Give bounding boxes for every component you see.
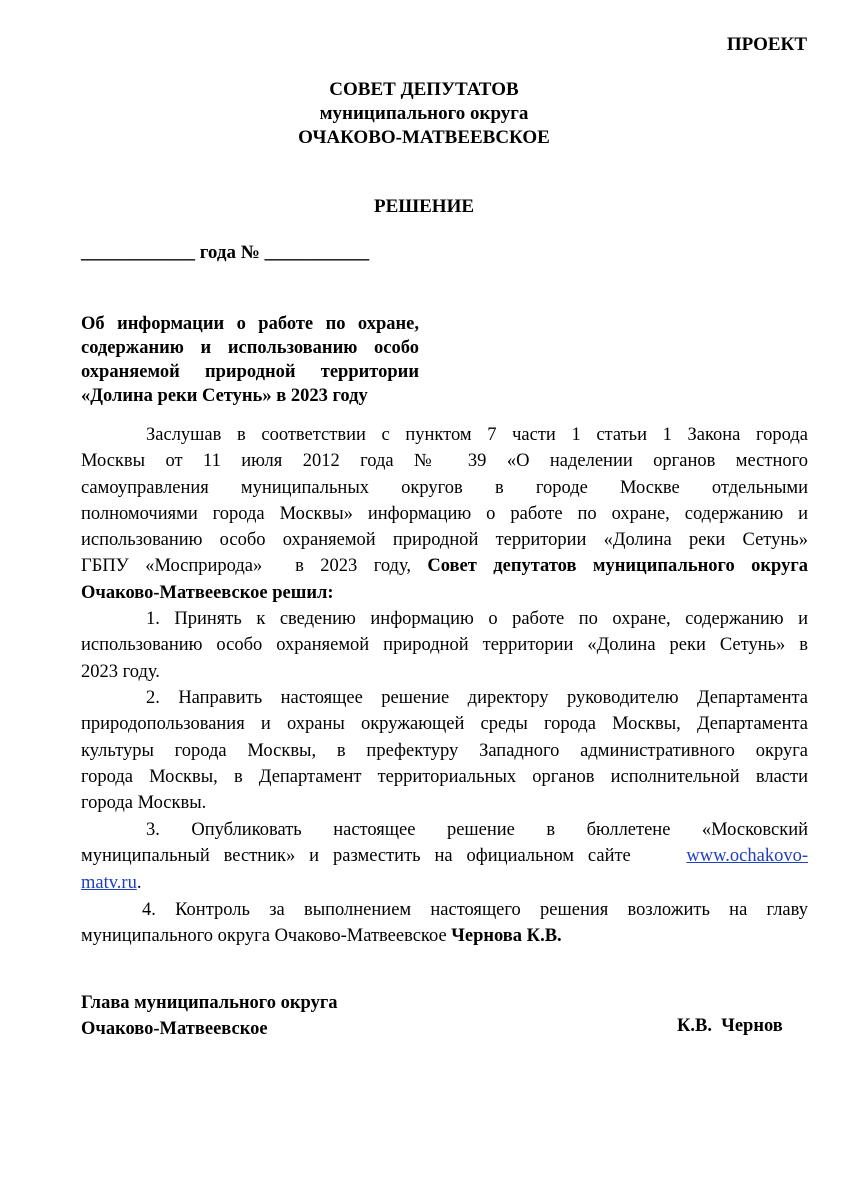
- item-2-paragraph: [81, 685, 808, 816]
- preamble-line: использованию особо охраняемой природной территории «Долина реки Сетунь»: [81, 530, 808, 551]
- item-line: 2023 году.: [81, 661, 160, 682]
- document-type: РЕШЕНИЕ: [373, 196, 475, 217]
- council-subtitle: муниципального округа: [319, 103, 529, 124]
- preamble-line: Москвы от 11 июля 2012 года № 39 «О наделении органов местного: [81, 451, 808, 472]
- preamble-paragraph: [81, 422, 808, 606]
- item-1-paragraph: [81, 606, 808, 685]
- item-line: города Москвы, в Департамент территориальных органов исполнительной власти: [81, 766, 808, 787]
- website-link[interactable]: www.ochakovo-: [686, 846, 808, 867]
- signature-title: [81, 990, 337, 1042]
- responsible-person: Чернова К.В.: [451, 926, 562, 947]
- district-name: ОЧАКОВО-МАТВЕЕВСКОЕ: [298, 127, 550, 148]
- decision-subject: [81, 312, 419, 408]
- subject-line: «Долина реки Сетунь» в 2023 году: [81, 386, 368, 406]
- subject-line: содержанию и использованию особо: [81, 338, 419, 358]
- item-line-with-link: муниципальный вестник» и разместить на официальном сайте www.ochakovo-: [81, 846, 808, 867]
- item-line: природопользования и охраны окружающей среды города Москвы, Департамента: [81, 714, 808, 735]
- date-label: года №: [195, 242, 265, 263]
- item-3-paragraph: [81, 817, 808, 896]
- website-link-continued[interactable]: matv.ru: [81, 872, 137, 893]
- item-line: 4. Контроль за выполнением настоящего решения возложить на главу: [142, 900, 808, 920]
- item-line: культуры города Москвы, в префектуру Западного административного округа: [81, 740, 808, 761]
- subject-line: Об информации о работе по охране,: [81, 314, 419, 334]
- draft-mark: ПРОЕКТ: [726, 34, 807, 55]
- council-resolved-text: Совет депутатов муниципального округа: [427, 556, 808, 577]
- item-line: использованию особо охраняемой природной территории «Долина реки Сетунь» в: [81, 635, 808, 656]
- date-blank: ____________: [81, 242, 195, 263]
- signature-title-line: Очаково-Матвеевское: [81, 1019, 268, 1039]
- council-title: СОВЕТ ДЕПУТАТОВ: [329, 79, 519, 100]
- item-line: 1. Принять к сведению информацию о работе по охране, содержанию и: [146, 609, 808, 629]
- item-line-mixed: муниципального округа Очаково-Матвеевское Чернова К.В.: [81, 926, 562, 947]
- preamble-resolved-line: Очаково-Матвеевское решил:: [81, 582, 334, 603]
- council-header: [0, 78, 848, 150]
- preamble-line: самоуправления муниципальных округов в городе Москве отдельными: [81, 477, 808, 498]
- item-line: 3. Опубликовать настоящее решение в бюллетене «Московский: [146, 820, 808, 840]
- signature-title-line: Глава муниципального округа: [81, 993, 338, 1013]
- preamble-line: полномочиями города Москвы» информацию о работе по охране, содержанию и: [81, 503, 808, 524]
- item-line-with-link: matv.ru.: [81, 872, 142, 893]
- item-line: 2. Направить настоящее решение директору руководителю Департамента: [146, 688, 808, 708]
- preamble-line: Заслушав в соответствии с пунктом 7 части 1 статьи 1 Закона города: [146, 425, 808, 445]
- subject-line: охраняемой природной территории: [81, 362, 419, 382]
- date-number-line: [81, 242, 369, 264]
- number-blank: ___________: [264, 242, 370, 263]
- signature-name: К.В. Чернов: [677, 1016, 783, 1036]
- item-4-paragraph: [81, 897, 808, 950]
- item-line: города Москвы.: [81, 793, 207, 814]
- preamble-line-mixed: ГБПУ «Мосприрода» в 2023 году, Совет депутатов муниципального округа: [81, 556, 808, 577]
